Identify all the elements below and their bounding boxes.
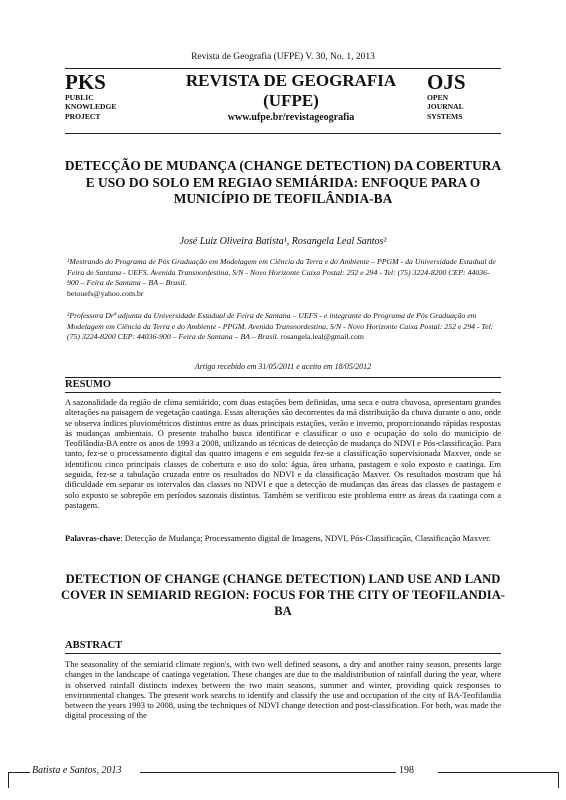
article-title-en: DETECTION OF CHANGE (CHANGE DETECTION) LAND USE AND LAND COVER IN SEMIARID REGION: FOCUS FOR THE CITY OF TEOFILANDIA-BA [61, 572, 505, 618]
article-title-pt: DETECÇÃO DE MUDANÇA (CHANGE DETECTION) DA COBERTURA E USO DO SOLO EM REGIAO SEMIÁRIDA: ENFOQUE PARA O MUNICÍPIO DE TEOFILÂNDIA-BA [64, 158, 502, 206]
received-accepted-note: Artigo recebido em 31/05/2011 e aceito em 18/05/2012 [194, 362, 372, 371]
pks-line-1: PUBLIC [65, 93, 94, 102]
footer-rule-right [438, 772, 559, 773]
journal-masthead [65, 68, 501, 134]
footer-authors: Batista e Santos, 2013 [32, 765, 122, 776]
affiliation-2-text: ²Professora Drª adjunta da Universidade Estadual de Feira de Santana – UEFS - e integrante do Programa de Pós Graduação em Modelagem em Ciência da Terra e do Ambiente - PPGM. Avenida Transnordestina, S/N - Novo Horizonte Caixa Postal: 252 e 294 - Tel: (75) 3224-8200 CEP: 44036-900 – Feira de Santana – BA – Brasil. [67, 311, 494, 342]
article-authors: José Luiz Oliveira Batista¹, Rosangela Leal Santos² [179, 236, 387, 247]
pkp-logo-block [65, 71, 160, 121]
footer-rule-left-vertical [8, 772, 9, 788]
pks-line-2: KNOWLEDGE [65, 102, 117, 112]
journal-name-line-1: REVISTA DE GEOGRAFIA [185, 71, 397, 90]
keywords-text: : Detecção de Mudança; Processamento digital de Imagens, NDVI, Pós-Classificação, Classificação Maxver. [120, 533, 491, 543]
journal-url[interactable]: www.ufpe.br/revistageografia [227, 112, 355, 123]
footer-rule-middle [140, 772, 396, 773]
pks-line-3: PROJECT [65, 111, 101, 121]
email-2[interactable]: rosangela.leal@gmail.com [280, 332, 364, 342]
pks-label: PKS [65, 70, 106, 94]
keywords-label: Palavras-chave [65, 533, 121, 543]
abstract-text: The seasonality of the semiarid climate region's, with two well defined seasons, a dry and another rainy season, presents large changes in the landscape of caatinga vegetation. These changes are due to the maldistribution of rainfall during the year, where is observed rainfall distincts indexes between the two main seasons, summer and winter, providing quick responses to environmental changes. The present work searchs to identify and classify the use and occupation of the city of BA-Teofilandia between the years 1993 to 2008, using the techniques of NDVI change detection and post-classification. For both, was made the digital processing of the [65, 659, 501, 721]
journal-name-block [160, 71, 422, 124]
ojs-line-3: SYSTEMS [427, 111, 463, 121]
abstract-heading: ABSTRACT [65, 639, 501, 654]
page-footer [8, 762, 559, 788]
page-number: 198 [399, 765, 414, 776]
ojs-line-2: JOURNAL [427, 102, 464, 112]
affiliation-1 [67, 257, 501, 299]
affiliation-1-text: ¹Mestrando do Programa de Pós Graduação em Modelagem em Ciência da Terra e do Ambiente – PPGM - da Universidade Estadual de Feira de Santana - UEFS. Avenida Transnordestina, S/N - Novo Horizonte Caixa Postal: 252 e 294 - Tel: (75) 3224-8200 CEP: 44036-900 – Feira de Santana – BA – Brasil. [67, 257, 496, 288]
ojs-line-1: OPEN [427, 93, 449, 102]
footer-rule-right-vertical [558, 772, 559, 788]
email-1[interactable]: betouefs@yahoo.com.br [67, 288, 144, 298]
ojs-label: OJS [427, 70, 466, 94]
resumo-heading: RESUMO [65, 377, 501, 393]
running-head: Revista de Geografia (UFPE) V. 30, No. 1, 2013 [191, 52, 375, 62]
keywords [65, 533, 501, 543]
journal-name-line-2: (UFPE) [263, 91, 319, 110]
footer-rule-left [8, 772, 30, 773]
ojs-logo-block [427, 71, 501, 121]
affiliation-2 [67, 311, 501, 343]
resumo-text: A sazonalidade da região de clima semiárido, com duas estações bem definidas, uma seca e outra chuvosa, apresentam grandes alterações na paisagem de vegetação caatinga. Essas alterações são decorrentes da má distribuição da chuva durante o ano, onde se observa índices pluviométricos distintos entre as duas principais estações, verão e inverno, proporcionando rápidas respostas às mudanças ambientais. O presente trabalho busca identificar e classificar o uso e ocupação do solo do município de Teofilândia-BA entre os anos de 1993 a 2008, utilizando as técnicas de detecção de mudança do NDVI e Pós-classificação. Para tanto, fez-se o processamento digital das quatro imagens e em seguida fez-se a classificação supervisionada Maxver, onde se identificou cinco principais classes de cobertura e uso do solo: água, área urbana, pastagem e solo exposto e caatinga. Em seguida, fez-se a tabulação cruzada entre os resultados do NDVI e da classificação Maxver. Os resultados mostram que há dificuldade em separar os intervalos das classes no NDVI e que a detecção de mudanças das áreas das classes de pastagem e solo exposto se sobrepõe em períodos sazonais distintos. Também se verificou este problema entre as áreas da caatinga com a pastagem. [65, 397, 501, 510]
